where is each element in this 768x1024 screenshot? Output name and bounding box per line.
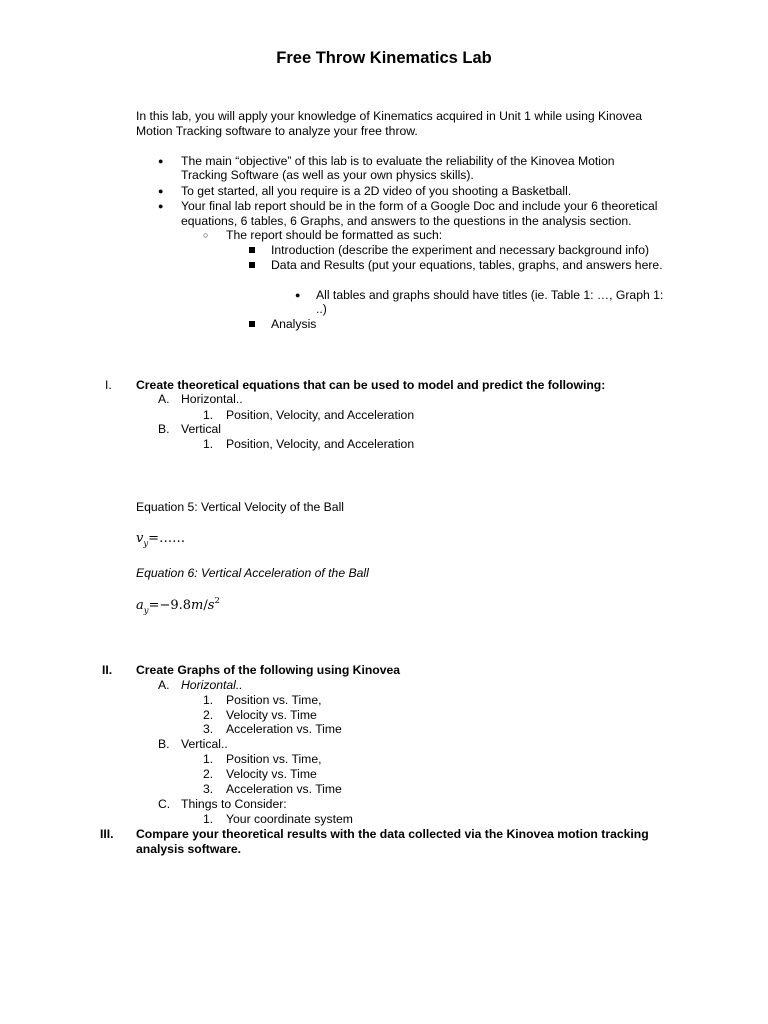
bullet-3-line-2: equations, 6 tables, 6 Graphs, and answers to the questions in the analysis section. xyxy=(181,214,632,228)
list-item-number: 1. xyxy=(203,693,214,707)
list-item-number: 3. xyxy=(203,722,214,736)
equation-6-unit-m: m xyxy=(191,598,204,613)
bullet-1-line-2: Tracking Software (as well as your own physics skills). xyxy=(181,168,474,182)
equation-5-rhs: =…… xyxy=(148,531,186,546)
bullet-circle-icon: ○ xyxy=(203,230,209,240)
section-2-numeral: II. xyxy=(102,663,113,677)
section-2-b-label: Vertical.. xyxy=(181,737,228,751)
section-2-a-letter: A. xyxy=(158,678,170,692)
equation-5-subscript: y xyxy=(143,539,149,549)
section-2-c-label: Things to Consider: xyxy=(181,797,287,811)
list-item-number: 3. xyxy=(203,782,214,796)
section-2-c1-number: 1. xyxy=(203,812,214,826)
bullet-square-icon xyxy=(249,321,255,327)
bullet-disc-icon: ● xyxy=(158,156,164,166)
section-1-b1-text: Position, Velocity, and Acceleration xyxy=(226,437,415,451)
sub-bullet-format: The report should be formatted as such: xyxy=(226,228,443,242)
bullet-1-line-1: The main “objective” of this lab is to evaluate the reliability of the Kinovea Motion xyxy=(181,154,615,168)
equation-5-formula xyxy=(136,531,185,548)
list-item-number: 2. xyxy=(203,767,214,781)
equation-5-caption: Equation 5: Vertical Velocity of the Ball xyxy=(136,500,344,514)
list-item: Position vs. Time, xyxy=(226,752,322,766)
bullet-disc-icon: ● xyxy=(158,201,164,211)
list-item: Velocity vs. Time xyxy=(226,767,317,781)
bullet-disc-icon: ● xyxy=(295,290,301,300)
list-item: Acceleration vs. Time xyxy=(226,782,342,796)
equation-6-rhs: =−9.8 xyxy=(148,598,192,613)
section-1-heading: Create theoretical equations that can be used to model and predict the following: xyxy=(136,378,606,392)
equation-6-unit-s: s xyxy=(207,598,215,613)
equation-5-variable: v xyxy=(136,531,144,546)
section-1-numeral: I. xyxy=(105,378,112,392)
equation-6-variable: a xyxy=(136,598,144,613)
section-2-c-letter: C. xyxy=(158,797,171,811)
list-item: Acceleration vs. Time xyxy=(226,722,342,736)
intro-line-2: Motion Tracking software to analyze your free throw. xyxy=(136,124,418,138)
section-2-heading: Create Graphs of the following using Kinovea xyxy=(136,663,401,677)
square-bullet-data-results: Data and Results (put your equations, tables, graphs, and answers here. xyxy=(271,258,663,272)
equation-6-subscript: y xyxy=(143,606,149,616)
equation-6-slash: / xyxy=(203,598,208,613)
intro-line-1: In this lab, you will apply your knowledge of Kinematics acquired in Unit 1 while using Kinovea xyxy=(136,109,643,123)
square-bullet-analysis: Analysis xyxy=(271,317,317,331)
bullet-disc-icon: ● xyxy=(158,186,164,196)
list-item-number: 1. xyxy=(203,752,214,766)
section-2-b-letter: B. xyxy=(158,737,170,751)
section-2-a-label: Horizontal.. xyxy=(181,678,243,692)
bullet-3-line-1: Your final lab report should be in the form of a Google Doc and include your 6 theoretical xyxy=(181,199,658,213)
list-item: Velocity vs. Time xyxy=(226,708,317,722)
section-3-numeral: III. xyxy=(100,827,114,841)
section-1-a1-number: 1. xyxy=(203,408,214,422)
section-3-heading-line-1: Compare your theoretical results with the data collected via the Kinovea motion tracking xyxy=(136,827,649,841)
equation-6-caption: Equation 6: Vertical Acceleration of the Ball xyxy=(136,566,369,580)
section-3-heading-line-2: analysis software. xyxy=(136,842,241,856)
section-2-c1-text: Your coordinate system xyxy=(226,812,353,826)
section-1-b-label: Vertical xyxy=(181,422,221,436)
document-title: Free Throw Kinematics Lab xyxy=(276,49,492,67)
deep-bullet-line-1: All tables and graphs should have titles (ie. Table 1: …, Graph 1: xyxy=(316,288,664,302)
section-1-a-label: Horizontal.. xyxy=(181,392,243,406)
square-bullet-introduction: Introduction (describe the experiment and necessary background info) xyxy=(271,243,650,257)
equation-6-formula xyxy=(136,598,220,615)
deep-bullet-line-2: ..) xyxy=(316,302,327,316)
section-1-a1-text: Position, Velocity, and Acceleration xyxy=(226,408,415,422)
section-1-b-letter: B. xyxy=(158,422,170,436)
bullet-square-icon xyxy=(249,262,255,268)
equation-6-exponent: 2 xyxy=(214,596,220,606)
bullet-square-icon xyxy=(249,247,255,253)
bullet-2: To get started, all you require is a 2D video of you shooting a Basketball. xyxy=(181,184,572,198)
list-item: Position vs. Time, xyxy=(226,693,322,707)
list-item-number: 2. xyxy=(203,708,214,722)
section-1-a-letter: A. xyxy=(158,392,170,406)
section-1-b1-number: 1. xyxy=(203,437,214,451)
